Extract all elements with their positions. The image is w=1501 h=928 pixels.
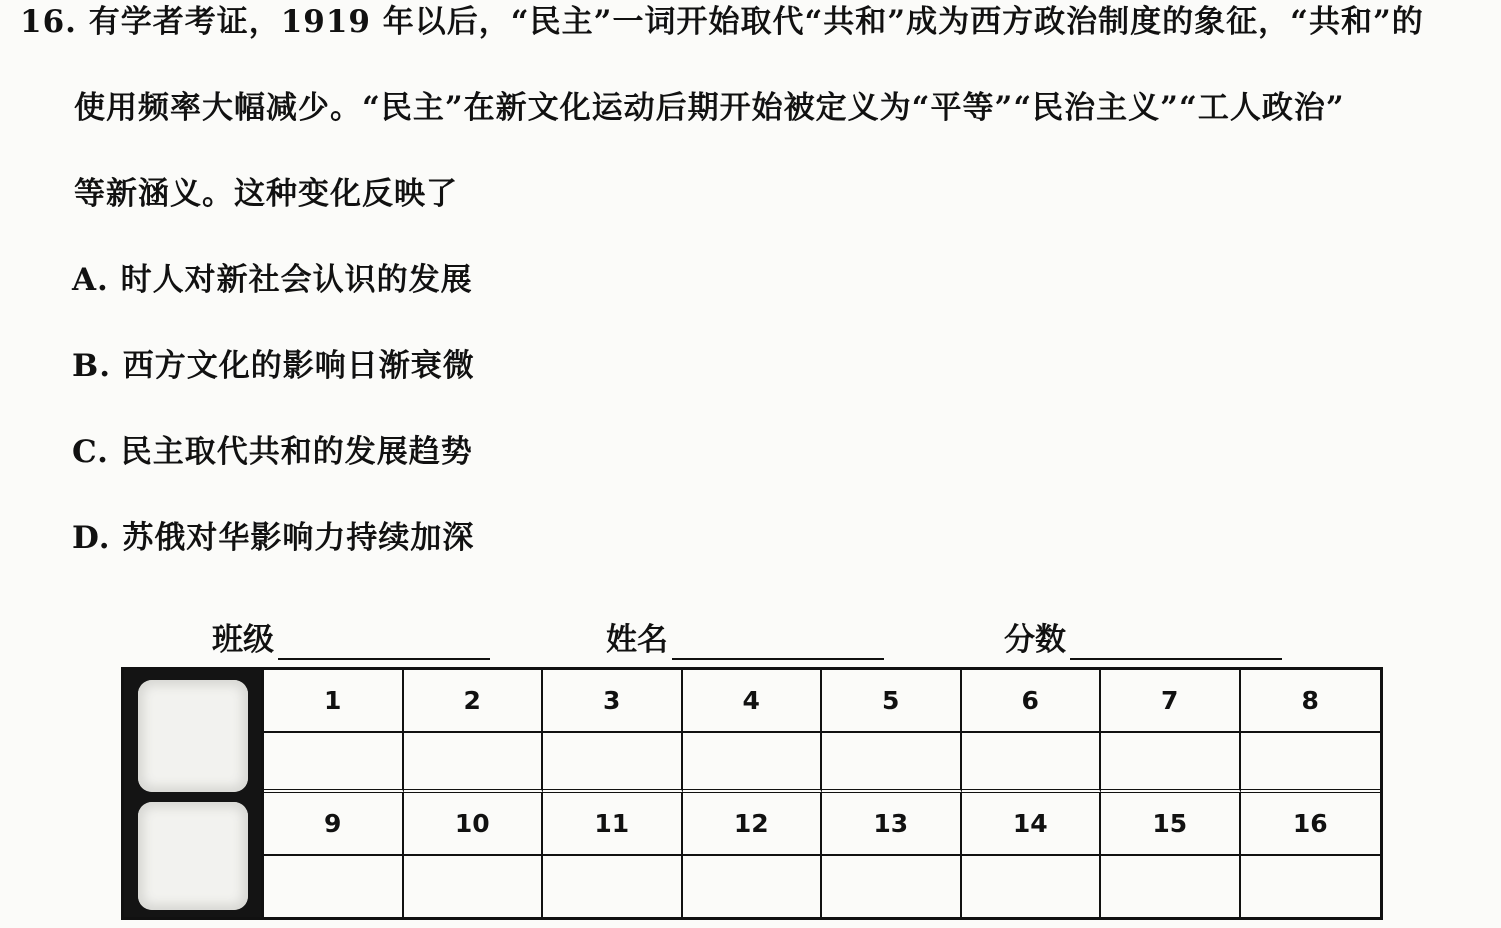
score-blank (1070, 628, 1282, 660)
question-stem-line-3: 等新涵义。这种变化反映了 (74, 176, 458, 212)
question-number-cell: 14 (962, 793, 1102, 856)
question-stem-line-2: 使用频率大幅减少。“民主”在新文化运动后期开始被定义为“平等”“民治主义”“工人政治” (74, 90, 1345, 126)
class-blank (278, 628, 490, 660)
answer-cell[interactable] (543, 856, 683, 917)
question-number-cell: 13 (822, 793, 962, 856)
answer-cell[interactable] (264, 733, 404, 793)
answer-cell[interactable] (543, 733, 683, 793)
redacted-patch (138, 680, 248, 792)
question-number-cell: 11 (543, 793, 683, 856)
question-number-cell: 12 (683, 793, 823, 856)
option-c: C. 民主取代共和的发展趋势 (72, 434, 473, 470)
answer-grid-header-column (124, 670, 264, 917)
class-field (212, 620, 490, 660)
answer-grid (121, 667, 1383, 920)
answer-cell[interactable] (962, 733, 1102, 793)
class-label: 班级 (212, 622, 274, 658)
question-number-cell: 8 (1241, 670, 1381, 733)
question-number-cell: 1 (264, 670, 404, 733)
answer-cell[interactable] (404, 733, 544, 793)
score-field (1004, 620, 1282, 660)
answer-cell[interactable] (264, 856, 404, 917)
option-d: D. 苏俄对华影响力持续加深 (72, 520, 475, 556)
answer-cell[interactable] (822, 856, 962, 917)
name-blank (672, 628, 884, 660)
question-number-cell: 2 (404, 670, 544, 733)
question-number-cell: 7 (1101, 670, 1241, 733)
score-label: 分数 (1004, 622, 1066, 658)
question-number-cell: 5 (822, 670, 962, 733)
question-stem-line-1: 16. 有学者考证，1919 年以后，“民主”一词开始取代“共和”成为西方政治制度的象征，“共和”的 (20, 4, 1424, 40)
name-field (606, 620, 884, 660)
name-label: 姓名 (606, 622, 668, 658)
question-number-cell: 10 (404, 793, 544, 856)
question-number-cell: 9 (264, 793, 404, 856)
question-number-cell: 16 (1241, 793, 1381, 856)
option-b: B. 西方文化的影响日渐衰微 (72, 348, 475, 384)
answer-cell[interactable] (822, 733, 962, 793)
answer-cell[interactable] (1241, 856, 1381, 917)
answer-cell[interactable] (683, 856, 823, 917)
answer-cell[interactable] (962, 856, 1102, 917)
answer-cell[interactable] (1101, 856, 1241, 917)
question-number-cell: 3 (543, 670, 683, 733)
answer-cell[interactable] (1241, 733, 1381, 793)
question-number-cell: 15 (1101, 793, 1241, 856)
option-a: A. 时人对新社会认识的发展 (72, 262, 473, 298)
question-number-cell: 6 (962, 670, 1102, 733)
answer-cell[interactable] (404, 856, 544, 917)
answer-cell[interactable] (1101, 733, 1241, 793)
answer-cell[interactable] (683, 733, 823, 793)
question-number-cell: 4 (683, 670, 823, 733)
redacted-patch (138, 802, 248, 910)
